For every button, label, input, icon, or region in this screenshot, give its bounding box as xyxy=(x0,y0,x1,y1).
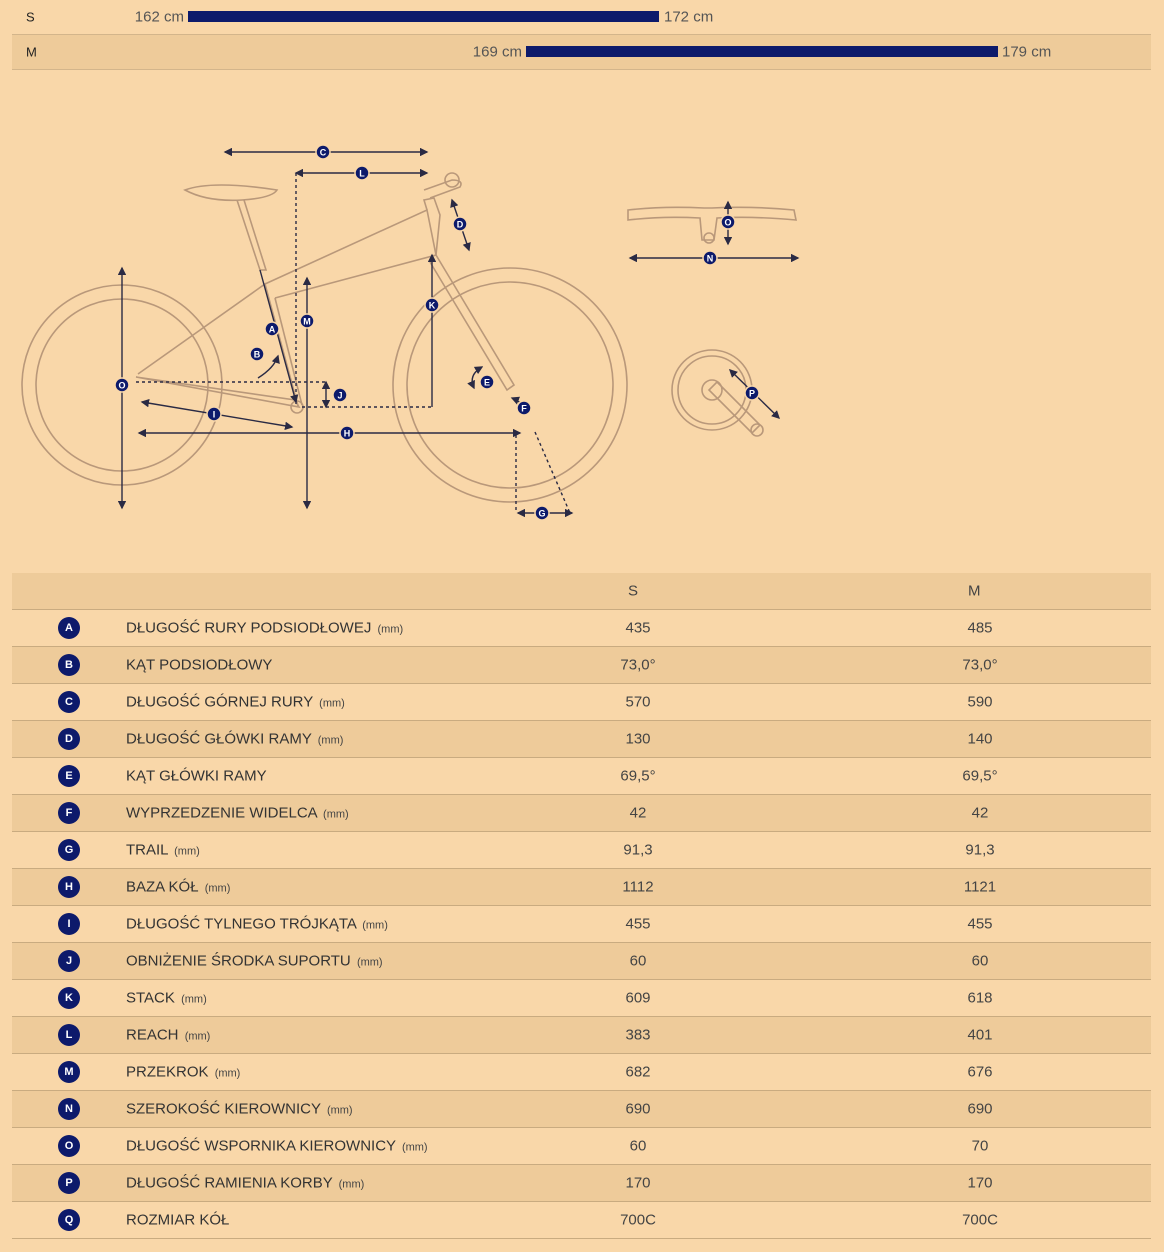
parameter-unit: (mm) xyxy=(181,993,207,1006)
diagram-marker-f xyxy=(517,401,531,415)
table-body xyxy=(12,610,1151,1239)
parameter-name xyxy=(126,657,274,674)
parameter-unit: (mm) xyxy=(319,697,345,710)
parameter-label: DŁUGOŚĆ GŁÓWKI RAMY xyxy=(126,730,312,748)
value-m: 690 xyxy=(967,1100,993,1118)
parameter-label: BAZA KÓŁ xyxy=(126,878,199,896)
diagram-marker-label: B xyxy=(253,349,261,360)
size-label: M xyxy=(26,44,37,60)
parameter-unit: (mm) xyxy=(401,1141,428,1154)
parameter-label: TRAIL xyxy=(126,841,168,859)
divider xyxy=(12,69,1151,70)
size-label: S xyxy=(26,9,35,25)
table-row xyxy=(12,1128,1151,1165)
diagram-marker-p xyxy=(745,386,759,400)
diagram-marker-o xyxy=(115,378,129,392)
parameter-name xyxy=(126,731,343,748)
parameter-label: KĄT PODSIODŁOWY xyxy=(126,656,273,674)
value-s: 42 xyxy=(629,804,647,822)
value-s: 170 xyxy=(625,1174,651,1192)
letter-badge: O xyxy=(58,1135,80,1157)
letter-badge: D xyxy=(58,728,80,750)
value-s: 91,3 xyxy=(623,841,653,859)
diagram-marker-label: H xyxy=(343,428,351,439)
parameter-unit: (mm) xyxy=(338,1178,365,1191)
table-row xyxy=(12,1202,1151,1239)
letter-badge: Q xyxy=(58,1209,80,1231)
diagram-marker-h xyxy=(340,426,354,440)
letter-badge: N xyxy=(58,1098,80,1120)
diagram-marker-j xyxy=(333,388,347,402)
parameter-name xyxy=(126,805,349,822)
parameter-label: DŁUGOŚĆ WSPORNIKA KIEROWNICY xyxy=(126,1137,396,1155)
letter-badge: C xyxy=(58,691,80,713)
parameter-label: STACK xyxy=(126,989,175,1007)
value-s: 60 xyxy=(629,1137,647,1155)
table-header xyxy=(12,573,1151,610)
value-m: 700C xyxy=(962,1211,998,1229)
table-row xyxy=(12,1165,1151,1202)
table-row xyxy=(12,906,1151,943)
parameter-name xyxy=(126,879,230,896)
parameter-name xyxy=(126,916,388,933)
parameter-unit: (mm) xyxy=(184,1030,211,1043)
parameter-unit: (mm) xyxy=(362,919,388,932)
parameter-label: DŁUGOŚĆ TYLNEGO TRÓJKĄTA xyxy=(126,915,357,933)
table-row xyxy=(12,795,1151,832)
size-min-label: 169 cm xyxy=(472,43,522,61)
table-row xyxy=(12,647,1151,684)
diagram-marker-label: P xyxy=(748,388,756,399)
parameter-label: KĄT GŁÓWKI RAMY xyxy=(126,767,267,785)
diagram-marker-label: G xyxy=(538,508,546,519)
diagram-marker-label: D xyxy=(456,219,464,230)
value-m: 401 xyxy=(967,1026,993,1044)
value-m: 618 xyxy=(967,989,993,1007)
diagram-marker-label: N xyxy=(706,253,714,264)
size-range-row-s xyxy=(12,0,1151,34)
value-m: 455 xyxy=(967,915,993,933)
value-m: 140 xyxy=(967,730,993,748)
diagram-marker-label: E xyxy=(483,377,491,388)
table-row xyxy=(12,1054,1151,1091)
parameter-unit: (mm) xyxy=(326,1104,353,1117)
table-row xyxy=(12,610,1151,647)
diagram-marker-e xyxy=(480,375,494,389)
value-m: 73,0° xyxy=(962,656,998,674)
parameter-label: DŁUGOŚĆ RAMIENIA KORBY xyxy=(126,1174,333,1192)
letter-badge: J xyxy=(58,950,80,972)
table-row xyxy=(12,721,1151,758)
diagram-marker-b xyxy=(250,347,264,361)
value-s: 690 xyxy=(625,1100,651,1118)
parameter-unit: (mm) xyxy=(323,808,349,821)
column-header-s: S xyxy=(628,582,639,600)
value-m: 485 xyxy=(967,619,993,637)
parameter-label: PRZEKROK xyxy=(126,1063,209,1081)
letter-badge: B xyxy=(58,654,80,676)
parameter-name xyxy=(126,953,383,970)
diagram-marker-label: O xyxy=(118,380,126,391)
table-row xyxy=(12,758,1151,795)
value-s: 609 xyxy=(625,989,651,1007)
size-max-label: 179 cm xyxy=(1002,43,1052,61)
parameter-label: DŁUGOŚĆ GÓRNEJ RURY xyxy=(126,693,313,711)
diagram-marker-c xyxy=(316,145,330,159)
bike-geometry-diagram xyxy=(12,120,812,530)
value-s: 682 xyxy=(625,1063,651,1081)
diagram-marker-label: I xyxy=(212,409,216,420)
parameter-name xyxy=(126,990,207,1007)
diagram-marker-o-stem xyxy=(721,215,735,229)
letter-badge: F xyxy=(58,802,80,824)
value-m: 91,3 xyxy=(965,841,995,859)
value-s: 130 xyxy=(625,730,651,748)
diagram-marker-label: K xyxy=(428,300,436,311)
parameter-label: WYPRZEDZENIE WIDELCA xyxy=(126,804,317,822)
size-min-label: 162 cm xyxy=(134,8,184,26)
diagram-marker-label: O xyxy=(724,217,732,228)
value-m: 1121 xyxy=(963,878,997,896)
value-m: 60 xyxy=(971,952,989,970)
parameter-name xyxy=(126,694,345,711)
parameter-name xyxy=(126,1101,353,1118)
value-s: 69,5° xyxy=(620,767,656,785)
diagram-marker-label: M xyxy=(303,316,311,327)
letter-badge: G xyxy=(58,839,80,861)
parameter-label: SZEROKOŚĆ KIEROWNICY xyxy=(126,1100,321,1118)
value-s: 700C xyxy=(620,1211,656,1229)
value-s: 570 xyxy=(625,693,651,711)
value-m: 70 xyxy=(971,1137,989,1155)
letter-badge: E xyxy=(58,765,80,787)
table-row xyxy=(12,1017,1151,1054)
diagram-marker-label: C xyxy=(319,147,327,158)
diagram-marker-i xyxy=(207,407,221,421)
value-m: 69,5° xyxy=(962,767,998,785)
column-header-m: M xyxy=(968,582,981,600)
parameter-unit: (mm) xyxy=(174,845,200,858)
parameter-label: ROZMIAR KÓŁ xyxy=(126,1211,230,1229)
size-range-bar xyxy=(526,46,998,57)
size-max-label: 172 cm xyxy=(664,8,714,26)
parameter-name xyxy=(126,842,200,859)
letter-badge: I xyxy=(58,913,80,935)
letter-badge: H xyxy=(58,876,80,898)
diagram-marker-label: L xyxy=(359,168,365,179)
parameter-unit: (mm) xyxy=(214,1067,241,1080)
size-range-row-m xyxy=(12,35,1151,69)
diagram-marker-m xyxy=(300,314,314,328)
geometry-table xyxy=(12,573,1151,1239)
table-row xyxy=(12,943,1151,980)
table-row xyxy=(12,980,1151,1017)
value-s: 73,0° xyxy=(620,656,656,674)
parameter-unit: (mm) xyxy=(317,734,344,747)
value-s: 435 xyxy=(625,619,651,637)
parameter-unit: (mm) xyxy=(377,623,404,636)
value-m: 676 xyxy=(967,1063,993,1081)
parameter-name xyxy=(126,1212,231,1229)
value-m: 590 xyxy=(967,693,993,711)
value-s: 60 xyxy=(629,952,647,970)
diagram-marker-n xyxy=(703,251,717,265)
diagram-marker-label: F xyxy=(521,403,527,414)
parameter-name xyxy=(126,1064,240,1081)
diagram-marker-a xyxy=(265,322,279,336)
letter-badge: M xyxy=(58,1061,80,1083)
table-row xyxy=(12,869,1151,906)
letter-badge: P xyxy=(58,1172,80,1194)
letter-badge: K xyxy=(58,987,80,1009)
parameter-label: REACH xyxy=(126,1026,179,1044)
letter-badge: L xyxy=(58,1024,80,1046)
table-row xyxy=(12,832,1151,869)
diagram-marker-k xyxy=(425,298,439,312)
parameter-label: DŁUGOŚĆ RURY PODSIODŁOWEJ xyxy=(126,619,372,637)
value-m: 170 xyxy=(967,1174,993,1192)
diagram-marker-d xyxy=(453,217,467,231)
value-s: 455 xyxy=(625,915,651,933)
diagram-marker-label: J xyxy=(337,390,343,401)
table-row xyxy=(12,1091,1151,1128)
parameter-name xyxy=(126,768,269,785)
value-m: 42 xyxy=(971,804,989,822)
size-range-bar xyxy=(188,11,659,22)
parameter-name xyxy=(126,1175,364,1192)
parameter-name xyxy=(126,1138,428,1155)
table-row xyxy=(12,684,1151,721)
parameter-name xyxy=(126,620,403,637)
parameter-label: OBNIŻENIE ŚRODKA SUPORTU xyxy=(126,952,351,970)
diagram-marker-label: A xyxy=(268,324,276,335)
parameter-unit: (mm) xyxy=(356,956,383,969)
parameter-name xyxy=(126,1027,210,1044)
diagram-marker-g xyxy=(535,506,549,520)
value-s: 1112 xyxy=(622,878,654,896)
parameter-unit: (mm) xyxy=(204,882,231,895)
value-s: 383 xyxy=(625,1026,651,1044)
diagram-marker-l xyxy=(355,166,369,180)
letter-badge: A xyxy=(58,617,80,639)
